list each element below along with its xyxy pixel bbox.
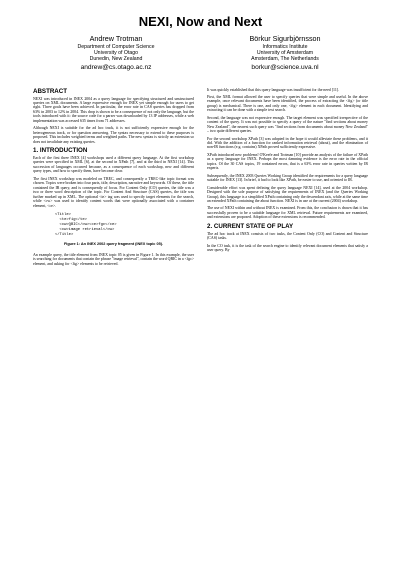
author-org: University of Otago xyxy=(93,49,139,56)
author-email: borkur@science.uva.nl xyxy=(251,63,319,71)
author-dept: Department of Computer Science xyxy=(77,43,155,50)
body-paragraph: It was quickly established that this query language was insufficient for the need [11]. xyxy=(207,87,340,92)
abstract-paragraph: Although NEXI is suitable for the ad hoc track, it is not sufficiently expressive enough for the heterogeneous track, or for question answering. The syntax necessary to extend to these purposes is proposed. This includes weighted terms and weighted paths. The new syntax is strictly an extension so does not invalidate any existing queries. xyxy=(33,126,194,144)
code-line: <te>fig</te> xyxy=(55,218,87,223)
author-location: Dunedin, New Zealand xyxy=(89,55,143,62)
paper-title: NEXI, Now and Next xyxy=(138,14,263,29)
body-paragraph: Subsequently, the INEX 2003 Queries Working Group identified the requirements for a query language suitable for INEX [13]. In brief, it had to look like XPath, be easier to use, and oriented to IR. xyxy=(207,173,368,183)
figure-1 xyxy=(33,213,194,247)
section-heading: 1. INTRODUCTION xyxy=(33,147,88,155)
author-location: Amsterdam, The Netherlands xyxy=(251,55,319,62)
body-paragraph: XPath introduced new problems! O'Keefe and Trotman [10] provide an analysis of the failure of XPath as a query language for INEX. Perhaps the most damning evidence is the error rate in the official topics. Of the 30 CAS topics, 19 contained errors, that is a 63% error rate in queries written by IR experts. xyxy=(207,152,368,171)
body-paragraph: The first INEX workshop was modeled on TREC, and consequently a TREC-like topic format was chosen. Topics were broken into four parts, title, description, narrative and keywords. Of these, the title contained the IR query, and is consequently of focus. For Content Only (CO) queries, the title was a two or three word description of the topic. For Content And Structure (CAS) queries, the title was further marked up in XML. The optional <te> tag was used to specify target elements for the search, while <cw> was used to identify content words that were optionally associated with a container element, <ce>. xyxy=(33,176,194,208)
body-paragraph: Each of the first three INEX [4] workshops used a different query language. At the first workshop queries were specified in XML [6], at the second in XPath [7], and at the third in NEXI [14]. This succession of languages occurred because, as a consequence of each workshop, new and different query types, and how to specify them, have become clear. xyxy=(33,156,194,174)
body-columns xyxy=(33,88,368,270)
body-paragraph: First, the XML format allowed the user to specify queries that were simple and useful. In the above example, once relevant documents have been identified, the process of extracting the <fig> (or title group) is mechanical. There is one, and only one, <fig> element in each document. Identifying and extracting it can be done with a simple text search. xyxy=(207,94,368,113)
body-paragraph: Second, the language was not expressive enough. The target element was specified irrespective of the content of the query. It was not possible to specify a query of the nature "find sections about money New Zealand", the nearest such query was "find sections from documents about money New Zealand" – two quite different queries. xyxy=(207,115,368,134)
author-name: Börkur Sigurbjörnsson xyxy=(249,34,321,43)
author-1 xyxy=(41,35,191,72)
figure-caption: Figure 1: An INEX 2002 query fragment (INEX topic 05). xyxy=(63,242,164,247)
abstract-heading: ABSTRACT xyxy=(33,87,68,95)
code-line: <cw>QBIC</cw><ce>fgc</ce> xyxy=(55,223,117,228)
body-paragraph: An example query, the title element from INEX topic 05 is given in Figure 1. In this example, the user is searching for documents that contain the phrase "image retrieval", contain the word QBIC in a <fgc> element, and asking for <fig> elements to be retrieved. xyxy=(33,253,194,266)
section-heading: 2. CURRENT STATE OF PLAY xyxy=(207,222,294,230)
author-dept: Informatics Institute xyxy=(262,43,308,50)
abstract-paragraph: NEXI was introduced in INEX 2004 as a query language for specifying structured and unstructured queries on XML documents. A large expressive enough for INEX yet simple enough for users to get right. Three goals have been achieved. In particular, the error rate in CAS queries has dropped from 63% in 2003 to 12% in 2004. This drop is shown to be a consequence of not only the language, but the tools introduced with it: the source code for a parser was downloaded by 13 IP addresses, while a web implementation was accessed 635 times from 71 addresses. xyxy=(33,96,194,123)
code-line: <Title> xyxy=(55,213,71,218)
body-paragraph: The use of NEXI within and without INEX is examined. From this, the conclusion is drawn that it has successfully proven to be a suitable language for XML retrieval. Future requirements are examined, and extensions are proposed. Adoption of these extensions is recommended. xyxy=(207,206,368,220)
right-column xyxy=(207,88,368,270)
body-paragraph: For the second workshop XPath [3] was adopted in the hope it would alleviate these problems, and it did. With the addition of a function for ranked information retrieval (about), and the elimination of non-IR functions (e.g. contains) XPath proved sufficiently expressive. xyxy=(207,136,368,150)
body-paragraph: The ad hoc track at INEX consists of two tasks, the Content Only (CO) and Content and Structure (CAS) tasks. xyxy=(207,231,368,241)
left-column xyxy=(33,88,194,270)
body-paragraph: Considerable effort was spent defining the query language NEXI [14], used at the 2004 workshop. Designed with the sole purpose of satisfying the requirements of INEX (and the Queries Working Group), this language is a simplified XPath containing only the descendant axis, while at the same time an extended XPath containing the about function. NEXI is in use at the current (2004) workshop. xyxy=(207,185,368,204)
author-2 xyxy=(210,35,360,72)
code-listing xyxy=(33,213,194,238)
author-name: Andrew Trotman xyxy=(89,34,143,43)
code-line: </Title> xyxy=(55,233,74,238)
code-line: <cw>image retrieval</cw> xyxy=(55,228,115,233)
body-paragraph: In the CO task, it is the task of the search engine to identify relevant document elements that satisfy a user query. By xyxy=(207,243,368,253)
author-email: andrew@cs.otago.ac.nz xyxy=(80,63,152,71)
author-org: University of Amsterdam xyxy=(256,49,314,56)
author-block xyxy=(41,35,360,72)
